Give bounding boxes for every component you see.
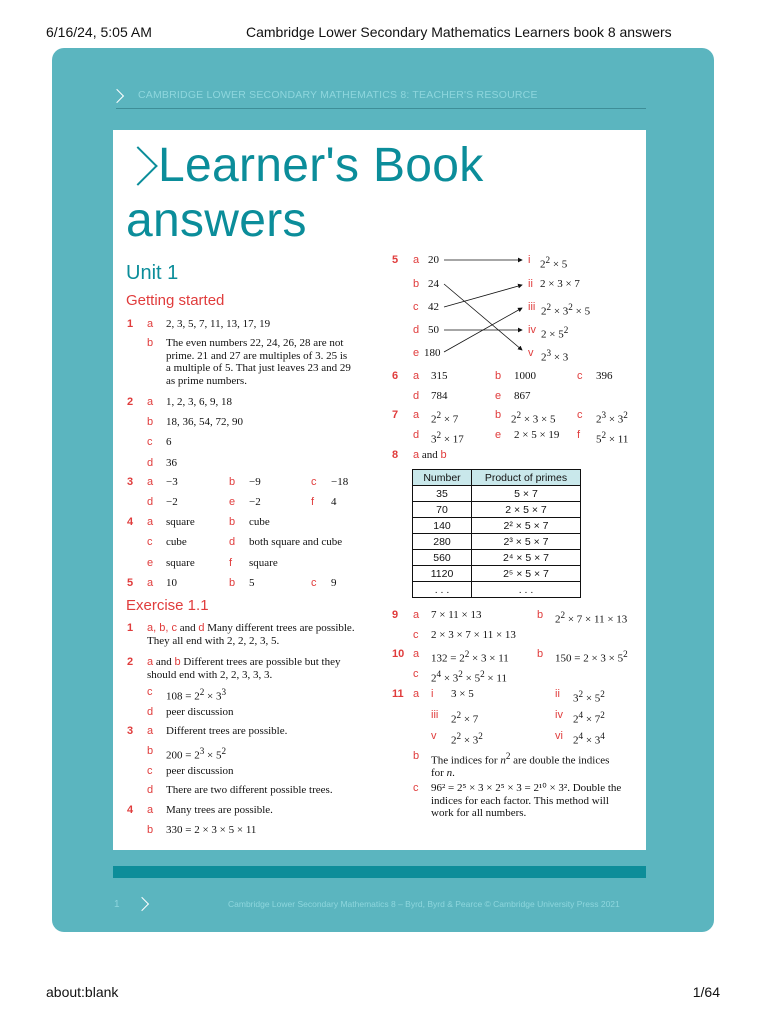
part-label: e xyxy=(413,347,420,359)
math-exponent: 2 xyxy=(623,649,628,659)
math-exponent: 2 xyxy=(456,731,462,741)
math-base: × 7 xyxy=(583,713,601,726)
part-label: d xyxy=(147,706,154,718)
part-label: e xyxy=(495,429,502,441)
math-base: × 11 xyxy=(484,672,507,685)
math-exponent: 2 xyxy=(478,731,483,741)
answer-text: 4 xyxy=(331,496,337,508)
math-exponent: 2 xyxy=(545,255,551,265)
math-base: 2 xyxy=(540,258,546,271)
part-label: b xyxy=(229,577,236,589)
part-label: d xyxy=(413,390,420,402)
answer-text: 6 xyxy=(166,436,172,448)
match-value: 42 xyxy=(428,301,439,313)
part-label: ii xyxy=(555,688,560,700)
answer-text: 1000 xyxy=(514,370,536,382)
part-label: b xyxy=(495,370,502,382)
math-exponent: 4 xyxy=(436,669,442,679)
math-base: × 5 xyxy=(572,305,591,318)
math-base: × 5 xyxy=(550,258,568,271)
answer-text: cube xyxy=(166,536,187,548)
table-row xyxy=(413,502,581,518)
table-cell: 70 xyxy=(413,502,472,518)
math-exponent: 2 xyxy=(623,410,628,420)
answer-text: 5 xyxy=(249,577,255,589)
unit-title: Unit 1 xyxy=(126,262,179,284)
part-label: i xyxy=(431,688,434,700)
part-label: b xyxy=(537,609,544,621)
part-label: b xyxy=(147,824,154,836)
part-label: b xyxy=(413,278,420,290)
question-number: 5 xyxy=(392,254,399,266)
table-cell: 5 × 7 xyxy=(472,486,581,502)
part-label: a xyxy=(147,516,154,528)
math-base: 2 xyxy=(555,613,561,626)
match-value: 50 xyxy=(428,324,439,336)
answer-text xyxy=(431,409,458,426)
answer-text xyxy=(147,656,341,681)
answer-line: are double the indices xyxy=(510,754,610,767)
answer-text xyxy=(431,429,464,446)
print-footer xyxy=(0,982,768,1006)
math-base: 150 = 2 × 3 × 5 xyxy=(555,652,624,665)
part-label: a xyxy=(413,609,420,621)
math-base: 2 xyxy=(573,734,579,747)
page-number: 1 xyxy=(114,899,120,910)
answer-line: prime. 21 and 27 are multiples of 3. 25 is xyxy=(166,349,348,362)
part-label: a xyxy=(147,577,154,589)
part-label: iii xyxy=(431,709,439,721)
part-label: b xyxy=(229,476,236,488)
part-label: e xyxy=(147,557,154,569)
match-value: 20 xyxy=(428,254,439,266)
math-exponent: 2 xyxy=(578,689,584,699)
question-number: 2 xyxy=(127,396,134,408)
table-cell: 2³ × 5 × 7 xyxy=(472,534,581,550)
part-label: c xyxy=(413,782,419,794)
part-label: iii xyxy=(528,301,536,313)
answer-text: 330 = 2 × 3 × 5 × 11 xyxy=(166,824,257,836)
question-number: 1 xyxy=(127,622,134,634)
math-base: × 5 xyxy=(204,749,222,762)
answer-line: as prime numbers. xyxy=(166,374,247,387)
math-exponent: 2 xyxy=(436,410,442,420)
question-number: 10 xyxy=(392,648,405,660)
answer-text: 2, 3, 5, 7, 11, 13, 17, 19 xyxy=(166,318,271,330)
part-label: c xyxy=(577,409,583,421)
math-exponent: 2 xyxy=(505,751,511,761)
answer-text xyxy=(166,686,226,703)
part-label: a xyxy=(147,725,154,737)
part-label: d xyxy=(147,784,154,796)
part-label: c xyxy=(147,686,153,698)
part-label: c xyxy=(311,577,317,589)
answer-word: and xyxy=(176,622,199,634)
math-exponent: 2 xyxy=(600,689,605,699)
part-label: b xyxy=(413,750,420,762)
table-row xyxy=(413,486,581,502)
answer-text: −9 xyxy=(249,476,261,488)
answer-text: 396 xyxy=(596,370,613,382)
answer-line: work for all numbers. xyxy=(431,807,527,819)
math-exponent: 2 xyxy=(601,430,607,440)
answer-text xyxy=(166,745,226,762)
match-value: 180 xyxy=(424,347,441,359)
answer-line: should end with 2, 2, 3, 3, 3. xyxy=(147,668,273,681)
answer-line: They all end with 2, 2, 2, 3, 5. xyxy=(147,634,280,647)
part-label: b xyxy=(147,745,154,757)
table-header: Product of primes xyxy=(472,470,581,486)
math-base: × 3 xyxy=(583,734,601,747)
answer-text: square xyxy=(249,557,278,569)
question-number: 3 xyxy=(127,725,134,737)
part-label: d xyxy=(198,622,205,634)
math-base: 5 xyxy=(596,433,602,446)
math-base: × 7 × 11 × 13 xyxy=(565,613,628,626)
print-header xyxy=(0,0,768,46)
match-value xyxy=(541,347,568,364)
math-base: × 3 xyxy=(461,734,479,747)
math-base: 2 xyxy=(541,305,547,318)
math-base: 2 xyxy=(511,413,517,426)
answer-text xyxy=(431,782,621,820)
answer-text: 867 xyxy=(514,390,531,402)
math-base: × 17 xyxy=(441,433,464,446)
answer-text: cube xyxy=(249,516,270,528)
math-base: × 3 × 11 xyxy=(469,652,509,665)
math-exponent: 4 xyxy=(578,710,584,720)
question-number: 3 xyxy=(127,476,134,488)
math-base: 2 xyxy=(451,713,457,726)
part-label: vi xyxy=(555,730,563,742)
answer-line: The even numbers 22, 24, 26, 28 are not xyxy=(166,337,344,349)
answer-text: 10 xyxy=(166,577,177,589)
answer-text xyxy=(573,730,605,747)
answer-text: both square and cube xyxy=(249,536,343,548)
table-header-row xyxy=(413,470,581,486)
math-base: 2 xyxy=(573,713,579,726)
match-value xyxy=(541,324,568,341)
part-label: b xyxy=(440,449,447,461)
answer-text: 2 × 3 × 7 × 11 × 13 xyxy=(431,629,516,641)
prime-products-table xyxy=(412,469,581,598)
table-row xyxy=(413,534,581,550)
math-exponent: 2 xyxy=(199,687,205,697)
part-label: c xyxy=(413,301,419,313)
answer-text: 3 × 5 xyxy=(451,688,474,700)
question-number: 2 xyxy=(127,656,134,668)
answer-text xyxy=(431,648,509,665)
part-label: d xyxy=(413,429,420,441)
math-base: 2 xyxy=(431,413,437,426)
part-label: b xyxy=(229,516,236,528)
answer-line: 96² = 2⁵ × 3 × 2⁵ × 3 = 2¹⁰ × 3². Double the xyxy=(431,782,622,794)
answer-line: Different trees are possible but they xyxy=(180,656,341,668)
copyright-text: Cambridge Lower Secondary Mathematics 8 – Byrd, Byrd & Pearce © Cambridge University Press 2021 xyxy=(228,899,620,909)
table-row xyxy=(413,582,581,598)
math-base: × 3 xyxy=(441,672,459,685)
math-base: 3 xyxy=(431,433,437,446)
part-label: d xyxy=(229,536,236,548)
table-cell: . . . xyxy=(472,582,581,598)
answer-text xyxy=(573,709,605,726)
math-exponent: 2 xyxy=(480,669,485,679)
answer-line: The indices for xyxy=(431,754,501,767)
print-title: Cambridge Lower Secondary Mathematics Learners book 8 answers xyxy=(246,24,672,40)
part-label: e xyxy=(229,496,236,508)
math-base: 2 xyxy=(431,672,437,685)
answer-text: −18 xyxy=(331,476,349,488)
answer-text xyxy=(555,648,628,665)
answer-text xyxy=(596,409,628,426)
math-base: × 7 xyxy=(461,713,479,726)
answer-text xyxy=(596,429,628,446)
part-label: v xyxy=(528,347,534,359)
question-number: 1 xyxy=(127,318,134,330)
answer-text: −2 xyxy=(166,496,178,508)
math-exponent: 2 xyxy=(516,410,522,420)
math-exponent: 2 xyxy=(546,302,552,312)
answer-text: 784 xyxy=(431,390,448,402)
part-label: v xyxy=(431,730,437,742)
resource-title: CAMBRIDGE LOWER SECONDARY MATHEMATICS 8: TEACHER'S RESOURCE xyxy=(138,89,538,101)
math-exponent: 2 xyxy=(464,649,470,659)
table-cell: 2² × 5 × 7 xyxy=(472,518,581,534)
math-exponent: 2 xyxy=(568,302,573,312)
header-rule xyxy=(116,108,646,109)
question-number: 11 xyxy=(392,688,404,700)
answer-text: 1, 2, 3, 6, 9, 18 xyxy=(166,396,232,408)
answer-text xyxy=(573,688,605,705)
answer-text: −3 xyxy=(166,476,178,488)
math-base: × 3 xyxy=(204,690,222,703)
footer-band xyxy=(113,866,646,878)
math-base: × 3 × 5 xyxy=(521,413,556,426)
answer-line: Many different trees are possible. xyxy=(204,622,355,634)
answer-line: for xyxy=(431,767,447,780)
part-label: a xyxy=(147,396,154,408)
math-base: 2 xyxy=(451,734,457,747)
section-getting-started: Getting started xyxy=(126,292,225,309)
print-datetime: 6/16/24, 5:05 AM xyxy=(46,24,152,40)
math-exponent: 2 xyxy=(563,325,569,335)
answer-text xyxy=(413,449,447,462)
answer-text: square xyxy=(166,516,195,528)
part-label: a xyxy=(147,476,154,488)
question-number: 4 xyxy=(127,804,134,816)
answer-text: −2 xyxy=(249,496,261,508)
part-label: c xyxy=(577,370,583,382)
table-cell: 2 × 5 × 7 xyxy=(472,502,581,518)
answer-text xyxy=(431,668,507,685)
table-cell: 560 xyxy=(413,550,472,566)
page-title xyxy=(126,138,484,248)
match-value xyxy=(540,254,567,271)
math-base: × 5 xyxy=(583,692,601,705)
math-base: × 3 xyxy=(551,351,569,364)
part-label: iv xyxy=(528,324,536,336)
math-base: 2 × 5 xyxy=(541,328,564,341)
math-exponent: 3 xyxy=(221,687,227,697)
part-label: f xyxy=(577,429,581,441)
answer-text: 36 xyxy=(166,457,177,469)
title-line-2: answers xyxy=(126,194,307,247)
title-line-1: Learner's Book xyxy=(158,139,484,192)
question-number: 6 xyxy=(392,370,399,382)
part-label: c xyxy=(147,765,153,777)
answer-text: 2 × 5 × 19 xyxy=(514,429,560,441)
answer-text xyxy=(555,609,627,626)
answer-text xyxy=(166,337,351,387)
math-base: × 3 xyxy=(551,305,569,318)
answer-text: 18, 36, 54, 72, 90 xyxy=(166,416,243,428)
match-value: 24 xyxy=(428,278,439,290)
answer-line: indices for each factor. This method will xyxy=(431,794,609,807)
part-label: a xyxy=(147,656,154,668)
part-label: c xyxy=(147,436,153,448)
part-label: f xyxy=(229,557,233,569)
part-label: ii xyxy=(528,278,533,290)
part-label: a xyxy=(413,254,420,266)
math-exponent: 2 xyxy=(221,746,227,756)
math-exponent: 4 xyxy=(578,731,584,741)
table-cell: . . . xyxy=(413,582,472,598)
table-row xyxy=(413,566,581,582)
answer-text xyxy=(511,409,556,426)
answer-text: There are two different possible trees. xyxy=(166,784,333,796)
answer-text xyxy=(431,750,609,780)
part-label: d xyxy=(413,324,420,336)
math-base: 132 = 2 xyxy=(431,652,465,665)
math-exponent: 2 xyxy=(600,710,605,720)
match-value: 2 × 3 × 7 xyxy=(540,278,580,290)
table-cell: 1120 xyxy=(413,566,472,582)
part-label: a xyxy=(413,688,420,700)
part-label: a xyxy=(147,318,154,330)
print-page-count: 1/64 xyxy=(692,984,720,1000)
math-exponent: 2 xyxy=(436,430,442,440)
part-label: a xyxy=(413,409,420,421)
table-cell: 35 xyxy=(413,486,472,502)
part-label: c xyxy=(311,476,317,488)
answer-text: 315 xyxy=(431,370,448,382)
part-label: a xyxy=(413,449,420,461)
math-base: 108 = 2 xyxy=(166,690,200,703)
table-cell: 2⁴ × 5 × 7 xyxy=(472,550,581,566)
answer-text: Different trees are possible. xyxy=(166,725,288,737)
part-label: d xyxy=(147,457,154,469)
math-base: × 5 xyxy=(462,672,481,685)
question-number: 9 xyxy=(392,609,399,621)
print-url: about:blank xyxy=(46,984,119,1000)
math-base: 200 = 2 xyxy=(166,749,200,762)
part-label: a xyxy=(413,648,420,660)
part-label: e xyxy=(495,390,502,402)
math-exponent: 3 xyxy=(199,746,205,756)
part-label: i xyxy=(528,254,531,266)
part-label: iv xyxy=(555,709,563,721)
question-number: 8 xyxy=(392,449,399,461)
math-base: × 7 xyxy=(441,413,459,426)
part-label: b xyxy=(174,656,181,668)
math-exponent: 2 xyxy=(458,669,463,679)
part-label: b xyxy=(495,409,502,421)
table-cell: 280 xyxy=(413,534,472,550)
part-label: a, b, c xyxy=(147,622,177,634)
section-exercise: Exercise 1.1 xyxy=(126,597,209,614)
math-variable: n xyxy=(500,754,506,767)
part-label: b xyxy=(537,648,544,660)
math-base: × 11 xyxy=(606,433,629,446)
part-label: d xyxy=(147,496,154,508)
part-label: a xyxy=(413,370,420,382)
math-exponent: 2 xyxy=(560,610,566,620)
answer-text xyxy=(451,730,483,747)
question-number: 4 xyxy=(127,516,134,528)
part-label: f xyxy=(311,496,315,508)
answer-line: a multiple of 5. That just leaves 23 and 29 xyxy=(166,362,351,374)
answer-text: 9 xyxy=(331,577,337,589)
answer-text: square xyxy=(166,557,195,569)
math-base: 3 xyxy=(573,692,579,705)
part-label: b xyxy=(147,337,154,349)
math-base: × 3 xyxy=(606,413,624,426)
answer-text xyxy=(451,709,478,726)
answer-text: peer discussion xyxy=(166,706,234,718)
question-number: 7 xyxy=(392,409,399,421)
table-cell: 2⁵ × 5 × 7 xyxy=(472,566,581,582)
table-header: Number xyxy=(413,470,472,486)
question-number: 5 xyxy=(127,577,134,589)
answer-line: . xyxy=(452,767,455,780)
part-label: c xyxy=(147,536,153,548)
math-exponent: 4 xyxy=(600,731,605,741)
answer-word: and xyxy=(153,656,175,668)
math-base: 2 xyxy=(541,351,547,364)
math-variable: n xyxy=(446,767,453,780)
math-base: 2 xyxy=(596,413,602,426)
part-label: c xyxy=(413,668,419,680)
table-cell: 140 xyxy=(413,518,472,534)
table-row xyxy=(413,550,581,566)
answer-text xyxy=(147,622,355,647)
answer-text: 7 × 11 × 13 xyxy=(431,609,482,621)
part-label: a xyxy=(147,804,154,816)
answer-word: and xyxy=(419,449,441,461)
math-exponent: 3 xyxy=(601,410,607,420)
table-row xyxy=(413,518,581,534)
math-exponent: 3 xyxy=(546,348,552,358)
part-label: b xyxy=(147,416,154,428)
answer-text: peer discussion xyxy=(166,765,234,777)
match-value xyxy=(541,301,590,318)
part-label: c xyxy=(413,629,419,641)
answer-text: Many trees are possible. xyxy=(166,804,273,816)
math-exponent: 2 xyxy=(456,710,462,720)
